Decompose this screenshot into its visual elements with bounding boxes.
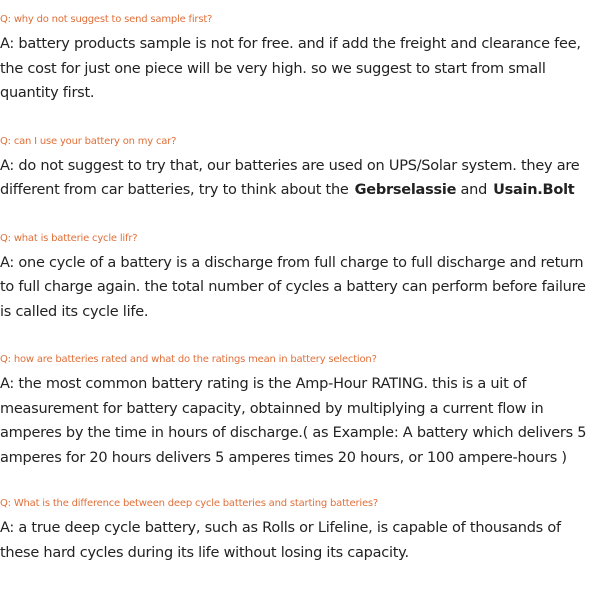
faq-list [0,8,600,589]
faq-answer: A: one cycle of a battery is a discharge from full charge to full discharge and return to full charge again. the total number of cycles a battery can perform before failure is called its cycle life. [0,254,586,320]
faq-answer: A: the most common battery rating is the Amp-Hour RATING. this is a uit of measurement for battery capacity, obtainned by multiplying a current flow in amperes by the time in hours of discharge.( as Example: A battery which delivers 5 amperes for 20 hours delivers 5 amperes times 20 hours, or 100 ampere-hours ) [0,376,587,466]
faq-item [0,492,600,565]
faq-item [0,348,600,470]
faq-question: Q: What is the difference between deep cycle batteries and starting batteries? [0,498,379,509]
faq-answer [0,154,600,203]
faq-question: Q: how are batteries rated and what do the ratings mean in battery selection? [0,354,377,365]
faq-question: Q: can I use your battery on my car? [0,135,177,147]
faq-answer-text: A: do not suggest to try that, our batteries are used on UPS/Solar system. they are different from car batteries, try to think about the [0,157,580,198]
faq-answer: A: battery products sample is not for free. and if add the freight and clearance fee, the cost for just one piece will be very high. so we suggest to start from small quantity first. [0,36,581,101]
answer-conjunction: and [460,182,488,198]
runner-name-bolt: Usain.Bolt [493,182,575,198]
runner-name-gebrselassie: Gebrselassie [354,182,457,198]
faq-answer: A: a true deep cycle battery, such as Rolls or Lifeline, is capable of thousands of these hard cycles during its life without losing its capacity. [0,520,561,561]
faq-question: Q: why do not suggest to send sample first? [0,14,213,25]
faq-question: Q: what is batterie cycle lifr? [0,232,138,244]
faq-item [0,130,600,203]
faq-item [0,227,600,325]
faq-item [0,8,600,106]
